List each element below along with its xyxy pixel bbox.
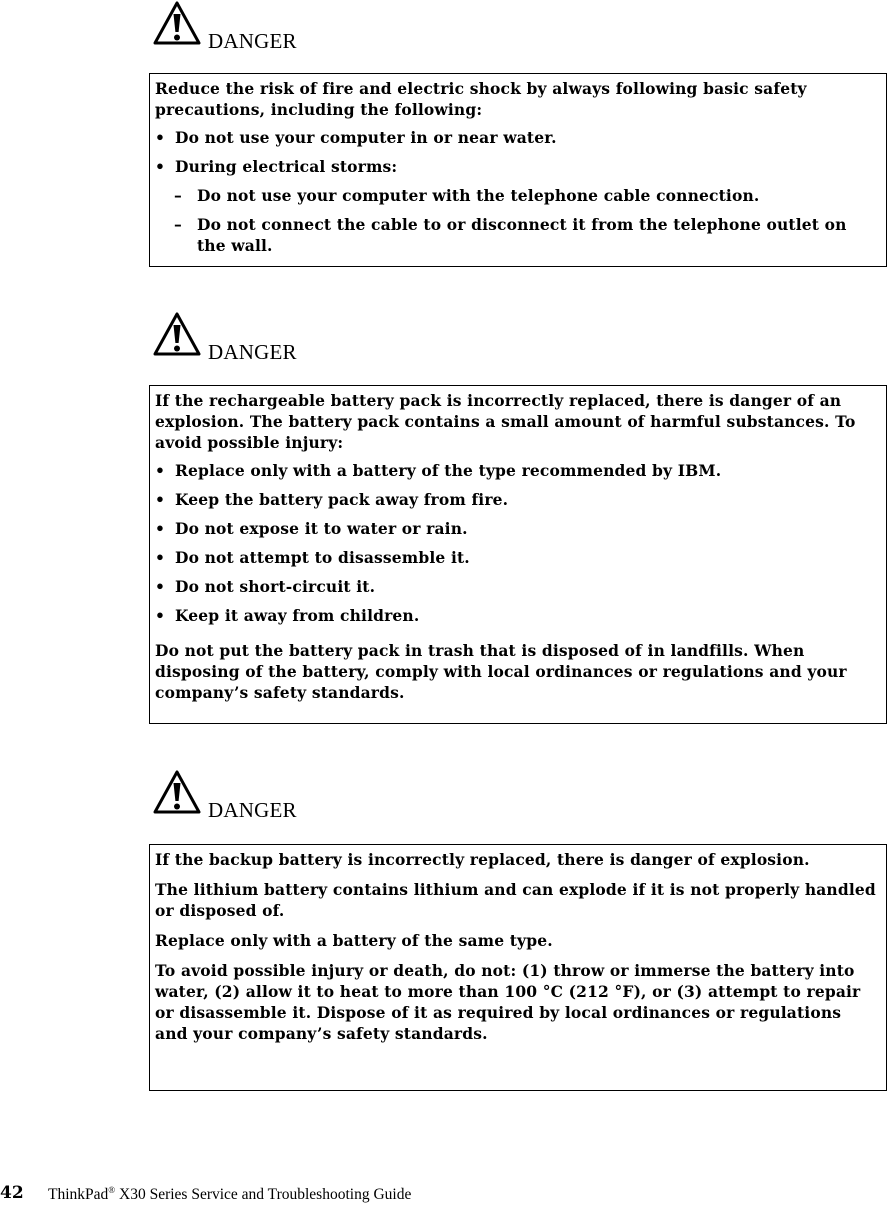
list-item: • During electrical storms: — [155, 157, 398, 176]
dash-marker: – — [174, 215, 182, 234]
danger-heading — [152, 311, 552, 364]
bullet-list — [155, 460, 878, 626]
warning-triangle-icon — [152, 769, 202, 815]
bullet-marker: • — [155, 577, 166, 596]
bullet-marker: • — [155, 606, 166, 625]
list-item: – Do not connect the cable to or disconnect it from the telephone outlet on the wall. — [174, 215, 847, 255]
bullet-marker: • — [155, 519, 166, 538]
list-item: • Do not use your computer in or near water. — [155, 128, 557, 147]
danger-paragraph: If the backup battery is incorrectly replaced, there is danger of explosion. — [155, 850, 810, 869]
list-item: • Keep the battery pack away from fire. — [155, 490, 509, 509]
danger-paragraph: The lithium battery contains lithium and can explode if it is not properly handled or disposed of. — [155, 880, 876, 920]
bullet-marker: • — [155, 157, 166, 176]
danger-intro: Reduce the risk of fire and electric shock by always following basic safety precautions, including the following: — [155, 79, 807, 119]
danger-closing: Do not put the battery pack in trash that is disposed of in landfills. When disposing of the battery, comply with local ordinances or regulations and your company’s safety standards. — [155, 641, 847, 702]
danger-paragraph: Replace only with a battery of the same type. — [155, 931, 553, 950]
danger-label: DANGER — [208, 798, 297, 822]
danger-intro: If the rechargeable battery pack is incorrectly replaced, there is danger of an explosion. The battery pack contains a small amount of harmful substances. To avoid possible injury: — [155, 391, 856, 452]
list-item: – Do not use your computer with the telephone cable connection. — [174, 186, 760, 205]
bullet-marker: • — [155, 548, 166, 567]
list-item: • Keep it away from children. — [155, 606, 420, 625]
danger-box — [149, 73, 887, 267]
warning-triangle-icon — [152, 311, 202, 357]
bullet-marker: • — [155, 461, 166, 480]
page-number: 42 — [0, 1183, 24, 1203]
bullet-marker: • — [155, 128, 166, 147]
danger-paragraph: To avoid possible injury or death, do not: (1) throw or immerse the battery into water, (2) allow it to heat to more than 100 °C (212 °F), or (3) attempt to repair or disassemble it. Dispose of it as required by local ordinances or regulations and your company’s safety standards. — [155, 961, 861, 1043]
danger-label: DANGER — [208, 340, 297, 364]
danger-box — [149, 844, 887, 1091]
list-item: • Do not short-circuit it. — [155, 577, 376, 596]
warning-triangle-icon — [152, 0, 202, 46]
dash-marker: – — [174, 186, 182, 205]
registered-mark: ® — [108, 1185, 116, 1195]
bullet-marker: • — [155, 490, 166, 509]
list-item: • Replace only with a battery of the type recommended by IBM. — [155, 461, 722, 480]
book-title: ThinkPad® X30 Series Service and Troubleshooting Guide — [48, 1185, 412, 1203]
bullet-list — [155, 127, 878, 177]
list-item: • Do not attempt to disassemble it. — [155, 548, 470, 567]
danger-label: DANGER — [208, 29, 297, 53]
list-item: • Do not expose it to water or rain. — [155, 519, 468, 538]
danger-box — [149, 385, 887, 724]
danger-heading — [152, 0, 552, 53]
sub-bullet-list — [155, 185, 878, 256]
danger-heading — [152, 769, 552, 822]
page-footer — [0, 1182, 889, 1206]
